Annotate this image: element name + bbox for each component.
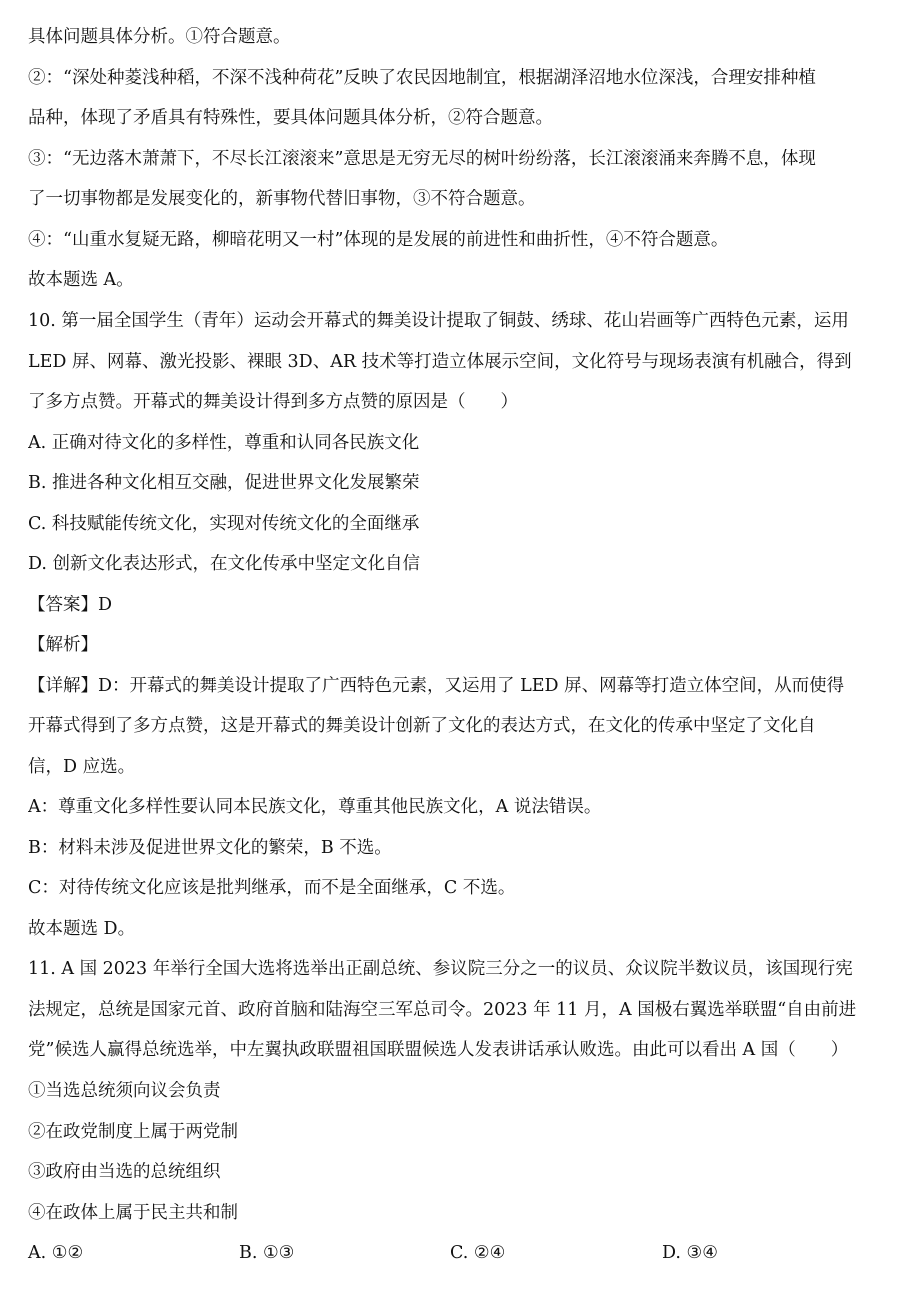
- q9-analysis-line-1: 具体问题具体分析。①符合题意。: [28, 27, 291, 47]
- q11-options-row: [28, 1241, 880, 1265]
- q11-option-d: D. ③④: [662, 1243, 718, 1263]
- q10-option-a: A. 正确对待文化的多样性，尊重和认同各民族文化: [28, 433, 420, 453]
- q11-option-a: A. ①②: [28, 1243, 84, 1263]
- q9-analysis-line-5: 了一切事物都是发展变化的，新事物代替旧事物，③不符合题意。: [28, 189, 536, 209]
- q11-stem-line-3: 党”候选人赢得总统选举，中左翼执政联盟祖国联盟候选人发表讲话承认败选。由此可以看出 A 国（ ）: [28, 1040, 849, 1060]
- q10-option-d: D. 创新文化表达形式，在文化传承中坚定文化自信: [28, 554, 421, 574]
- q10-detail-line-2: 开幕式得到了多方点赞，这是开幕式的舞美设计创新了文化的表达方式，在文化的传承中坚定了文化自: [28, 716, 816, 736]
- q10-detail-a: A：尊重文化多样性要认同本民族文化，尊重其他民族文化，A 说法错误。: [28, 797, 602, 817]
- q10-stem-line-2: LED 屏、网幕、激光投影、裸眼 3D、AR 技术等打造立体展示空间，文化符号与现场表演有机融合，得到: [28, 352, 852, 372]
- q9-analysis-line-3: 品种，体现了矛盾具有特殊性，要具体问题具体分析，②符合题意。: [28, 108, 553, 128]
- q10-detail-c: C：对待传统文化应该是批判继承，而不是全面继承，C 不选。: [28, 878, 516, 898]
- q10-detail-line-3: 信，D 应选。: [28, 757, 136, 777]
- q9-analysis-line-4: ③：“无边落木萧萧下，不尽长江滚滚来”意思是无穷无尽的树叶纷纷落，长江滚滚涌来奔腾不息，体现: [28, 149, 816, 169]
- q10-option-b: B. 推进各种文化相互交融，促进世界文化发展繁荣: [28, 473, 420, 493]
- q11-item-2: ②在政党制度上属于两党制: [28, 1122, 238, 1142]
- q9-conclusion: 故本题选 A。: [28, 270, 134, 290]
- q10-analysis-label: 【解析】: [28, 635, 98, 655]
- q10-stem-line-1: 10. 第一届全国学生（青年）运动会开幕式的舞美设计提取了铜鼓、绣球、花山岩画等广西特色元素，运用: [28, 311, 849, 331]
- q9-analysis-line-6: ④：“山重水复疑无路，柳暗花明又一村”体现的是发展的前进性和曲折性，④不符合题意。: [28, 230, 729, 250]
- q11-stem-line-1: 11. A 国 2023 年举行全国大选将选举出正副总统、参议院三分之一的议员、众议院半数议员，该国现行宪: [28, 959, 853, 979]
- q11-option-c: C. ②④: [450, 1243, 506, 1263]
- q11-item-1: ①当选总统须向议会负责: [28, 1081, 221, 1101]
- q10-option-c: C. 科技赋能传统文化，实现对传统文化的全面继承: [28, 514, 420, 534]
- q10-stem-line-3: 了多方点赞。开幕式的舞美设计得到多方点赞的原因是（ ）: [28, 392, 518, 412]
- q10-conclusion: 故本题选 D。: [28, 919, 136, 939]
- q9-analysis-line-2: ②：“深处种菱浅种稻，不深不浅种荷花”反映了农民因地制宜，根据湖泽沼地水位深浅，合理安排种植: [28, 68, 816, 88]
- q10-answer: 【答案】D: [28, 595, 113, 615]
- q11-option-b: B. ①③: [239, 1243, 295, 1263]
- q11-item-3: ③政府由当选的总统组织: [28, 1162, 221, 1182]
- q11-stem-line-2: 法规定，总统是国家元首、政府首脑和陆海空三军总司令。2023 年 11 月，A 国极右翼选举联盟“自由前进: [28, 1000, 857, 1020]
- q11-item-4: ④在政体上属于民主共和制: [28, 1203, 238, 1223]
- q10-detail-line-1: 【详解】D：开幕式的舞美设计提取了广西特色元素，又运用了 LED 屏、网幕等打造立体空间，从而使得: [28, 676, 845, 696]
- q10-detail-b: B：材料未涉及促进世界文化的繁荣，B 不选。: [28, 838, 392, 858]
